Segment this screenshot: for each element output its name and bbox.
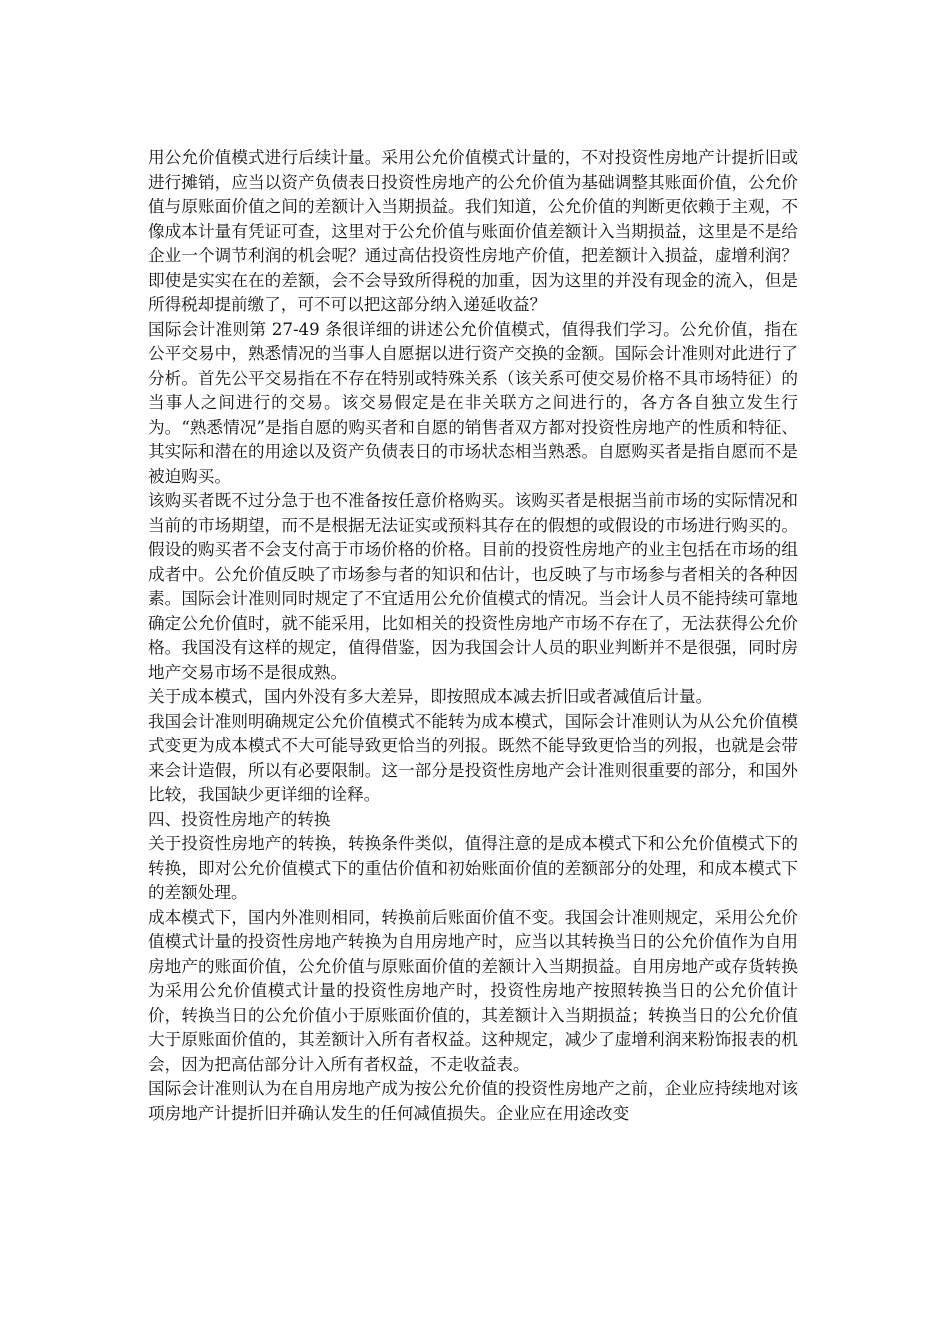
paragraph-model-change-restriction: 我国会计准则明确规定公允价值模式不能转为成本模式，国际会计准则认为从公允价值模式变更为成本模式不大可能导致更恰当的列报。既然不能导致更恰当的列报，也就是会带来会计造假，所以有必要限制。这一部分是投资性房地产会计准则很重要的部分，和国外比较，我国缺少更详细的诠释。: [148, 711, 798, 804]
paragraph-ias-conversion: 国际会计准则认为在自用房地产成为按公允价值的投资性房地产之前，企业应持续地对该项房地产计提折旧并确认发生的任何减值损失。企业应在用途改变: [148, 1079, 798, 1123]
paragraph-cost-model: 关于成本模式，国内外没有多大差异，即按照成本减去折旧或者减值后计量。: [148, 687, 713, 706]
document-page: [148, 146, 798, 1126]
paragraph-conversion-intro: 关于投资性房地产的转换，转换条件类似，值得注意的是成本模式下和公允价值模式下的转换，即对公允价值模式下的重估价值和初始账面价值的差额部分的处理，和成本模式下的差额处理。: [148, 834, 798, 902]
paragraph-fair-value-subsequent-measurement: 用公允价值模式进行后续计量。采用公允价值模式计量的，不对投资性房地产计提折旧或进行摊销，应当以资产负债表日投资性房地产的公允价值为基础调整其账面价值，公允价值与原账面价值之间的差额计入当期损益。我们知道，公允价值的判断更依赖于主观，不像成本计量有凭证可查，这里对于公允价值与账面价值差额计入当期损益，这里是不是给企业一个调节利润的机会呢？通过高估投资性房地产价值，把差额计入损益，虚增利润？即使是实实在在的差额，会不会导致所得税的加重，因为这里的并没有现金的流入，但是所得税却提前缴了，可不可以把这部分纳入递延收益？: [148, 148, 798, 314]
paragraph-ias-fair-value-model: 国际会计准则第 27-49 条很详细的讲述公允价值模式，值得我们学习。公允价值，指在公平交易中，熟悉情况的当事人自愿据以进行资产交换的金额。国际会计准则对此进行了分析。首先公平交易指在不存在特别或特殊关系（该关系可使交易价格不具市场特征）的当事人之间进行的交易。该交易假定是在非关联方之间进行的，各方各自独立发生行为。“熟悉情况”是指自愿的购买者和自愿的销售者双方都对投资性房地产的性质和特征、其实际和潜在的用途以及资产负债表日的市场状态相当熟悉。自愿购买者是指自愿而不是被迫购买。: [148, 319, 798, 486]
paragraph-buyer-and-market: 该购买者既不过分急于也不准备按任意价格购买。该购买者是根据当前市场的实际情况和当前的市场期望，而不是根据无法证实或预料其存在的假想的或假设的市场进行购买的。假设的购买者不会支付高于市场价格的价格。目前的投资性房地产的业主包括在市场的组成者中。公允价值反映了市场参与者的知识和估计，也反映了与市场参与者相关的各种因素。国际会计准则同时规定了不宜适用公允价值模式的情况。当会计人员不能持续可靠地确定公允价值时，就不能采用，比如相关的投资性房地产市场不存在了，无法获得公允价格。我国没有这样的规定，值得借鉴，因为我国会计人员的职业判断并不是很强，同时房地产交易市场不是很成熟。: [148, 491, 798, 682]
section-heading-conversion: 四、投资性房地产的转换: [148, 809, 331, 829]
paragraph-conversion-cost-model: 成本模式下，国内外准则相同，转换前后账面价值不变。我国会计准则规定，采用公允价值模式计量的投资性房地产转换为自用房地产时，应当以其转换当日的公允价值作为自用房地产的账面价值，公允价值与原账面价值的差额计入当期损益。自用房地产或存货转换为采用公允价值模式计量的投资性房地产时，投资性房地产按照转换当日的公允价值计价，转换当日的公允价值小于原账面价值的，其差额计入当期损益；转换当日的公允价值大于原账面价值的，其差额计入所有者权益。这种规定，减少了虚增利润来粉饰报表的机会，因为把高估部分计入所有者权益，不走收益表。: [148, 907, 798, 1074]
